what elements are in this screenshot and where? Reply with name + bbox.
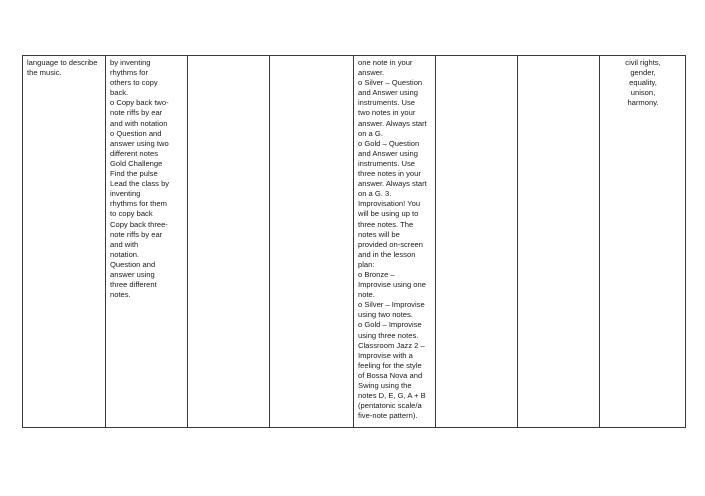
curriculum-table [22, 55, 686, 428]
cell-text-line: (pentatonic scale/a [358, 401, 422, 411]
cell-text-line: o Gold – Question [358, 138, 420, 148]
table-cell-col-6 [436, 56, 518, 428]
cell-text-line: on a G. [358, 128, 383, 138]
cell-text-line: two notes in your [358, 108, 416, 118]
table-cell-col-1 [23, 56, 106, 428]
cell-text-line: different notes [110, 148, 158, 158]
cell-text-line: rhythms for [110, 68, 148, 78]
cell-text-line: plan: [358, 259, 375, 269]
cell-text-line: and in the lesson [358, 249, 416, 259]
cell-text-line: answer using [110, 269, 155, 279]
table-cell-col-8 [600, 56, 686, 428]
cell-text-line: gender, [630, 68, 656, 78]
cell-text-line: Copy back three- [110, 219, 168, 229]
cell-text-line: notes. [110, 290, 131, 300]
cell-text-line: using three notes. [358, 330, 419, 340]
cell-text-line: on a G. 3. [358, 189, 392, 199]
cell-text-line: three notes in your [358, 169, 421, 179]
cell-text-line: and with notation [110, 118, 168, 128]
cell-text-line: answer using two [110, 138, 169, 148]
cell-text-line: language to describe [27, 58, 98, 67]
cell-text-line: to copy back [110, 209, 153, 219]
cell-text-line: o Question and [110, 128, 162, 138]
cell-text-line: feeling for the style [358, 360, 422, 370]
cell-text-line: answer. [358, 68, 385, 78]
cell-text-line: harmony. [627, 98, 659, 108]
table-cell-col-2 [106, 56, 188, 428]
cell-text-line: Gold Challenge [110, 158, 163, 168]
cell-text-line: Lead the class by [110, 179, 170, 189]
table-cell-col-5 [354, 56, 436, 428]
table-cell-col-4 [270, 56, 354, 428]
cell-text-line: Improvisation! You [358, 199, 421, 209]
cell-text-line: instruments. Use [358, 98, 415, 108]
cell-text-line: answer. Always start [358, 179, 427, 189]
cell-text-line: answer. Always start [358, 118, 427, 128]
cell-text-line: Improvise using one [358, 280, 426, 290]
cell-text-line: note riffs by ear [110, 229, 163, 239]
cell-text-line: unison, [630, 88, 656, 98]
cell-text-line: notes will be [358, 229, 400, 239]
cell-text-line: and Answer using [358, 148, 418, 158]
cell-text-line: provided on-screen [358, 239, 424, 249]
cell-text-line: back. [110, 88, 129, 98]
cell-text-line: will be using up to [358, 209, 419, 219]
cell-text-line: o Copy back two- [110, 98, 169, 108]
cell-text-line: Question and [110, 259, 156, 269]
cell-text-line: Improvise with a [358, 350, 413, 360]
cell-text-line: by inventing [110, 58, 151, 67]
cell-text-line: o Gold – Improvise [358, 320, 422, 330]
cell-text-line: and with [110, 239, 139, 249]
cell-text-line: others to copy [110, 78, 158, 88]
cell-text-line: instruments. Use [358, 158, 415, 168]
cell-text-line: of Bossa Nova and [358, 370, 423, 380]
cell-text-line: equality, [629, 78, 657, 88]
cell-text-line: civil rights, [625, 58, 661, 67]
cell-text-line: note riffs by ear [110, 108, 163, 118]
cell-text-line: and Answer using [358, 88, 418, 98]
cell-text-line: Classroom Jazz 2 – [358, 340, 425, 350]
cell-text-line: Swing using the [358, 381, 412, 390]
cell-text-line: o Bronze – [358, 269, 395, 279]
table-row [23, 56, 686, 428]
cell-text-line: rhythms for them [110, 199, 167, 209]
cell-text-line: the music. [27, 68, 62, 78]
cell-text-line: one note in your [358, 58, 413, 67]
cell-text-line: three notes. The [358, 219, 414, 229]
cell-text-line: note. [358, 290, 375, 300]
cell-text-line: o Silver – Improvise [358, 300, 425, 310]
cell-text-line: o Silver – Question [358, 78, 423, 88]
cell-text-line: five-note pattern). [358, 411, 418, 421]
cell-text-line: Find the pulse [110, 169, 158, 179]
cell-text-line: notes D, E, G, A + B [358, 391, 426, 401]
table-cell-col-3 [188, 56, 270, 428]
cell-text-line: three different [110, 280, 157, 290]
table-cell-col-7 [518, 56, 600, 428]
cell-text-line: using two notes. [358, 310, 413, 320]
cell-text-line: notation. [110, 249, 140, 259]
cell-text-line: inventing [110, 189, 141, 199]
